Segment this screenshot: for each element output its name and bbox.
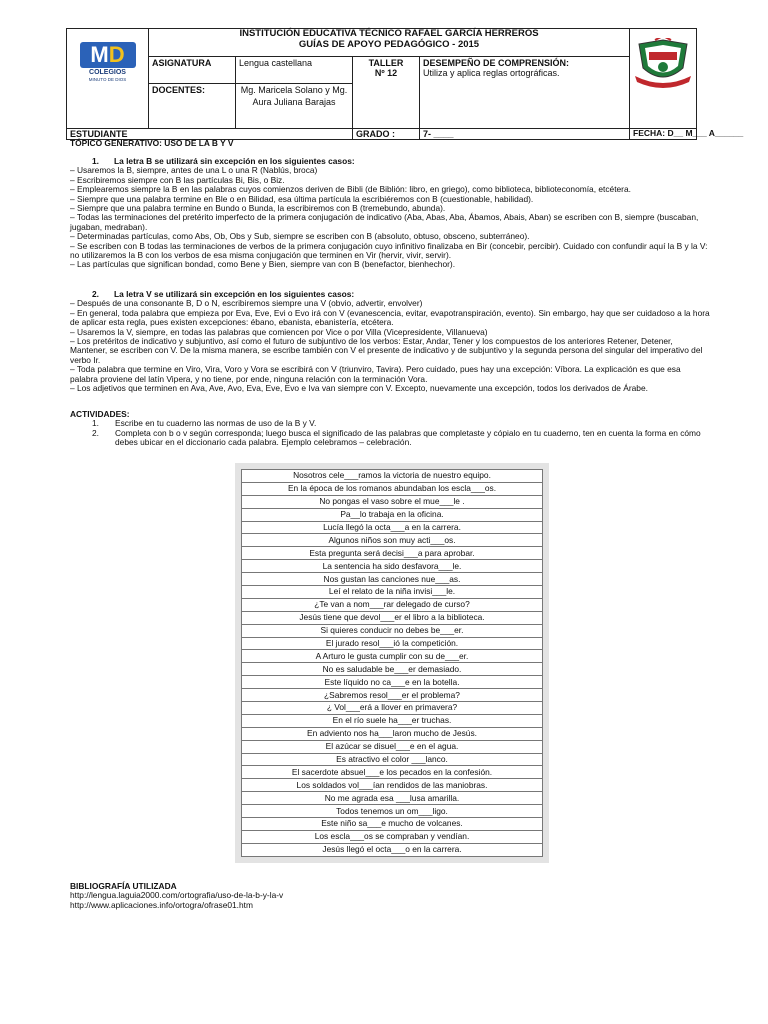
grado-label: GRADO : [353, 129, 420, 140]
bibliography-title: BIBLIOGRAFÍA UTILIZADA [70, 881, 177, 891]
exercise-sentence[interactable]: Nos gustan las canciones nue___as. [242, 573, 543, 586]
activity-number: 1. [92, 418, 99, 429]
exercise-sentence[interactable]: Este niño sa___e mucho de volcanes. [242, 818, 543, 831]
exercise-sentence[interactable]: Todos tenemos un om___ligo. [242, 805, 543, 818]
rule-b-item: – Determinadas partículas, como Abs, Ob, Obs y Sub, siempre se escriben con B (absoluto, obtuso, obsceno, subterráneo). [70, 231, 530, 242]
exercise-sentence[interactable]: A Arturo le gusta cumplir con su de___er. [242, 650, 543, 663]
exercise-sentence[interactable]: No me agrada esa ___lusa amarilla. [242, 792, 543, 805]
guide-subtitle: GUÍAS DE APOYO PEDAGÓGICO - 2015 [298, 38, 480, 50]
exercise-sentence[interactable]: Es atractivo el color ___lanco. [242, 753, 543, 766]
exercise-sentence[interactable]: La sentencia ha sido desfavora___le. [242, 560, 543, 573]
docentes-label: DOCENTES: [149, 84, 236, 129]
shield-icon [633, 38, 693, 88]
rule-v-item: – Toda palabra que termine en Viro, Vira, Voro y Vora se escribirá con V (triunviro, Tavira). Pero cuidado, pues hay una excepción: Víbora. La explicación es que esa palabra proviene del latín Vipera, y no tiene, por ende, ninguna relación con la terminación Vora. [70, 364, 681, 384]
section-b [70, 157, 710, 270]
exercise-row [242, 534, 543, 547]
exercise-row [242, 586, 543, 599]
exercise-sentence[interactable]: En la época de los romanos abundaban los escla___os. [242, 482, 543, 495]
exercise-row [242, 805, 543, 818]
exercise-row [242, 598, 543, 611]
exercise-row [242, 740, 543, 753]
rule-v-item: – Los pretéritos de indicativo y subjuntivo, así como el futuro de subjuntivo de los verbos: Estar, Andar, Tener y los compuestos de los anteriores Retener, Detener, Mantener, se escriben con V. De la misma manera, se escribe también con V el presente de indicativo y de subjuntivo y la segunda persona del singular del imperativo del verbo Ir. [70, 336, 703, 365]
exercise-sentence[interactable]: Pa__lo trabaja en la oficina. [242, 508, 543, 521]
activity-number: 2. [92, 427, 99, 438]
exercise-row [242, 727, 543, 740]
header-table [66, 28, 744, 140]
grado-value: 7- ____ [420, 129, 630, 140]
exercise-sentence[interactable]: Este líquido no ca___e en la botella. [242, 676, 543, 689]
exercise-sentence[interactable]: Si quieres conducir no debes be___er. [242, 624, 543, 637]
exercise-table-wrapper [235, 463, 549, 863]
fecha-label: FECHA: D__ M___ A______ [630, 129, 697, 140]
exercise-sentence[interactable]: Jesús tiene que devol___er el libro a la biblioteca. [242, 611, 543, 624]
section-v [70, 290, 710, 393]
institution-name: INSTITUCIÓN EDUCATIVA TÉCNICO RAFAEL GARCÍA HERREROS [239, 28, 539, 39]
exercise-row [242, 792, 543, 805]
asignatura-label: ASIGNATURA [149, 57, 236, 84]
exercise-row [242, 495, 543, 508]
exercise-row [242, 650, 543, 663]
exercise-row [242, 547, 543, 560]
rule-v-item: – Los adjetivos que terminen en Ava, Ave, Avo, Eva, Eve, Evo e Iva van siempre con V. Excepto, nuevamente una excepción, todos los derivados de Árabe. [70, 383, 648, 394]
exercise-row [242, 766, 543, 779]
exercise-sentence[interactable]: Los soldados vol___ían rendidos de las maniobras. [242, 779, 543, 792]
exercise-sentence[interactable]: ¿Te van a nom___rar delegado de curso? [242, 598, 543, 611]
exercise-row [242, 753, 543, 766]
rule-v-item: – Después de una consonante B, D o N, escribiremos siempre una V (obvio, advertir, envolver) [70, 298, 423, 309]
activities [70, 410, 710, 448]
exercise-row [242, 482, 543, 495]
exercise-row [242, 830, 543, 843]
exercise-sentence[interactable]: Jesús llegó el octa___o en la carrera. [242, 843, 543, 856]
docentes-value: Mg. Maricela Solano y Mg. Aura Juliana Barajas [236, 84, 353, 129]
bibliography [70, 882, 710, 910]
desempeno-label: DESEMPEÑO DE COMPRENSIÓN: [423, 58, 570, 68]
exercise-sentence[interactable]: El azúcar se disuel___e en el agua. [242, 740, 543, 753]
bibliography-link[interactable]: http://lengua.laguia2000.com/ortografia/uso-de-la-b-y-la-v [70, 890, 284, 901]
exercise-sentence[interactable]: Nosotros cele___ramos la victoria de nuestro equipo. [242, 470, 543, 483]
exercise-sentence[interactable]: Esta pregunta será decisi___a para aprobar. [242, 547, 543, 560]
exercise-sentence[interactable]: Lucía llegó la octa___a en la carrera. [242, 521, 543, 534]
bibliography-links [70, 891, 710, 910]
exercise-row [242, 560, 543, 573]
school-logo: MD COLEGIOS MINUTO DE DIOS [67, 29, 149, 129]
exercise-sentence[interactable]: No pongas el vaso sobre el mue___le . [242, 495, 543, 508]
exercise-sentence[interactable]: ¿ Vol___erá a llover en primavera? [242, 702, 543, 715]
rule-v-item: – Usaremos la V, siempre, en todas las palabras que comiencen por Vice o por Villa (Vicepresidente, Villanueva) [70, 326, 488, 337]
exercise-row [242, 714, 543, 727]
school-shield [630, 29, 697, 129]
exercise-row [242, 637, 543, 650]
section-b-title: 1. La letra B se utilizará sin excepción en los siguientes casos: [92, 156, 355, 166]
exercise-sentence[interactable]: Algunos niños son muy acti___os. [242, 534, 543, 547]
desempeno-value: Utiliza y aplica reglas ortográficas. [423, 68, 560, 79]
rule-b-item: – Todas las terminaciones del pretérito imperfecto de la primera conjugación de indicativo (Aba, Abas, Aba, Ábamos, Abais, Aban) se escriben con B, siempre (buscaban, jugaban, medraban). [70, 212, 699, 232]
exercise-sentence[interactable]: No es saludable be___er demasiado. [242, 663, 543, 676]
rule-b-item: – Se escriben con B todas las terminaciones de verbos de la primera conjugación cuyo infinitivo finalizaba en Bir (concebir, percibir). Cuidado con confundir aquí la B y la V: no utilizaremos la B con los verbos de esa misma conjugación que terminen en Vir (hervir, vivir, servir). [70, 240, 708, 261]
taller-label: TALLER [368, 58, 404, 68]
exercise-row [242, 689, 543, 702]
topic-heading: TÓPICO GENERATIVO: USO DE LA B Y V [70, 138, 234, 148]
exercise-sentence[interactable]: Leí el relato de la niña invisi___le. [242, 586, 543, 599]
exercise-row [242, 508, 543, 521]
rule-v-item: – En general, toda palabra que empieza por Eva, Eve, Evi o Evo irá con V (evanescencia, evitar, evapotranspiración, evento). Sin embargo, hay que ser cuidadoso a la hora de aplicar esta regla, pues existen excepciones: ébano, ebanista, ebanistería, etcétera. [70, 307, 710, 328]
exercise-sentence[interactable]: El sacerdote absuel___e los pecados en la confesión. [242, 766, 543, 779]
rule-b-item: – Usaremos la B, siempre, antes de una L o una R (Nablús, broca) [70, 165, 318, 176]
taller-number: Nº 12 [374, 68, 398, 79]
exercise-sentence[interactable]: El jurado resol___ió la competición. [242, 637, 543, 650]
activities-list [70, 419, 710, 447]
exercise-row [242, 521, 543, 534]
exercise-table [241, 469, 543, 857]
exercise-row [242, 470, 543, 483]
section-v-rules [70, 299, 710, 393]
exercise-sentence[interactable]: En el río suele ha___er truchas. [242, 714, 543, 727]
rule-b-item: – Siempre que una palabra termine en Bundo o Bunda, la escribiremos con B (tremebundo, abunda). [70, 203, 446, 214]
exercise-row [242, 843, 543, 856]
exercise-row [242, 779, 543, 792]
rule-b-item: – Siempre que una palabra termine en Ble o en Bilidad, esa última partícula la escribiéremos con B (cuestionable, habilidad). [70, 193, 534, 204]
section-v-title: 2. La letra V se utilizará sin excepción en los siguientes casos: [92, 289, 355, 299]
activities-title: ACTIVIDADES: [70, 409, 130, 419]
institution-title-cell [149, 29, 630, 57]
exercise-row [242, 702, 543, 715]
activity-text: Completa con b o v según corresponda; luego busca el significado de las palabras que completaste y cópialo en tu cuaderno, ten en cuenta la forma en cómo debes ubicar en el diccionario cada palabra. Ejemplo celebramos – celebración. [115, 427, 701, 448]
exercise-row [242, 624, 543, 637]
exercise-sentence[interactable]: ¿Sabremos resol___er el problema? [242, 689, 543, 702]
exercise-row [242, 676, 543, 689]
bibliography-link[interactable]: http://www.aplicaciones.info/ortogra/ofrase01.htm [70, 899, 253, 910]
exercise-sentence[interactable]: En adviento nos ha___laron mucho de Jesús. [242, 727, 543, 740]
section-b-rules [70, 166, 710, 269]
taller-cell [353, 57, 420, 129]
rule-b-item: – Las partículas que significan bondad, como Bene y Bien, siempre van con B (benefactor, bienhechor). [70, 259, 456, 270]
activity-text: Escribe en tu cuaderno las normas de uso de la B y V. [115, 418, 317, 429]
exercise-row [242, 611, 543, 624]
asignatura-value: Lengua castellana [236, 57, 353, 84]
exercise-row [242, 818, 543, 831]
exercise-row [242, 573, 543, 586]
estudiante-label: ESTUDIANTE [67, 129, 353, 140]
desempeno-cell [420, 57, 630, 129]
md-logo-icon: MD [80, 42, 136, 68]
activity-item [70, 429, 710, 448]
exercise-sentence[interactable]: Los escla___os se compraban y vendían. [242, 830, 543, 843]
rule-b-item: – Emplearemos siempre la B en las palabras cuyos comienzos deriven de Bibli (de Biblión: libro, en griego), como biblioteca, biblioteconomía, etcétera. [70, 184, 631, 195]
exercise-row [242, 663, 543, 676]
rule-b-item: – Escribiremos siempre con B las partículas Bi, Bis, o Biz. [70, 174, 285, 185]
